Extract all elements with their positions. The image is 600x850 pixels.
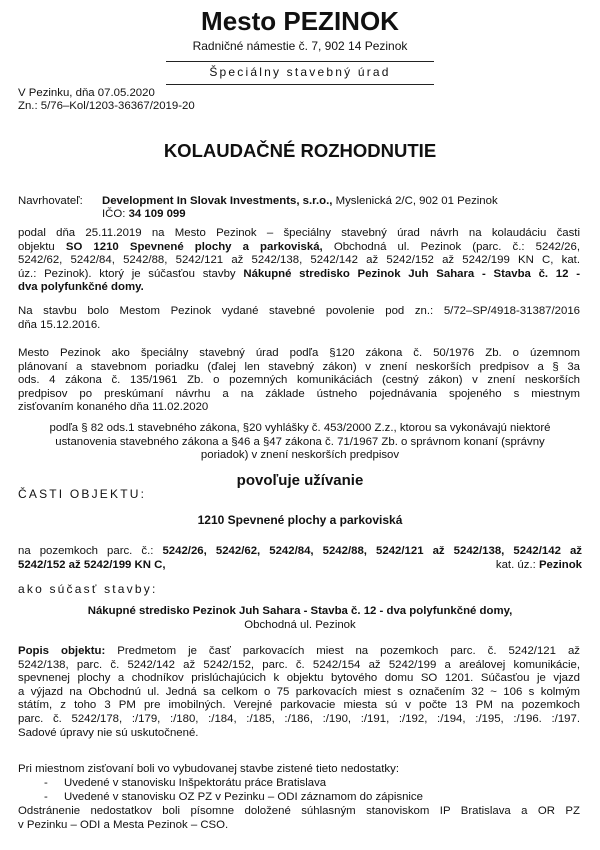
para3-line: zisťovaním konaného dňa 11.02.2020 bbox=[18, 401, 209, 414]
decision-heading: povoľuje užívanie bbox=[236, 472, 364, 489]
defect-item bbox=[44, 791, 48, 805]
description-line: 5242/138, parc. č. 5242/142 až 5242/152, parc. č. 5242/154 až 5242/199 a areálovej komunikácie, bbox=[18, 658, 580, 671]
building-name: Nákupné stredisko Pezinok Juh Sahara - Stavba č. 12 - dva polyfunkčné domy, bbox=[87, 605, 513, 617]
description-line: spevnenej plochy a chodníkov prislúchajúcich k objektu bytového domu SO 1201. Súčasťou je vjazd bbox=[18, 672, 580, 685]
paragraph-proposal bbox=[18, 227, 580, 295]
description-line: státím, z toho 3 PM pre imobilných. Verejné parkovacie miesta sú v počte 13 PM na pozemkoch bbox=[18, 699, 580, 712]
cadastre-label: kat. úz.: bbox=[495, 558, 539, 571]
cadastre-value: Pezinok bbox=[538, 558, 582, 571]
file-number: Zn.: 5/76–Kol/1203-36367/2019-20 bbox=[18, 100, 195, 112]
header-divider-bottom bbox=[166, 84, 434, 85]
description-line: a výjazd na Obchodnú ul. Jedná sa celkom o 75 parkovacích miest s označením 32 ~ 106 s kolmým bbox=[18, 685, 580, 698]
defect-item-text: Uvedené v stanovisku OZ PZ v Pezinku – ODI záznamom do zápisnice bbox=[64, 791, 423, 803]
description-line: Sadové úpravy nie sú uskutočnené. bbox=[18, 726, 199, 739]
part-label: ČASTI OBJEKTU: bbox=[18, 487, 147, 501]
para3-line: plánovaní a stavebnom poriadku (ďalej len stavebný zákon) v znení neskorších predpisov a § 3a bbox=[18, 360, 580, 373]
page-title: Mesto PEZINOK bbox=[201, 6, 399, 36]
city-address: Radničné námestie č. 7, 902 14 Pezinok bbox=[192, 39, 408, 53]
para4-line: ustanovenia stavebného zákona a §46 a §47 zákona č. 71/1967 Zb. o správnom konaní (správny bbox=[55, 435, 545, 448]
defects-outcome bbox=[18, 805, 580, 832]
para1-line: podal dňa 25.11.2019 na Mesto Pezinok – špeciálny stavebný úrad návrh na kolaudáciu časti bbox=[18, 227, 580, 239]
defect-item bbox=[44, 777, 48, 791]
document-title: KOLAUDAČNÉ ROZHODNUTIE bbox=[163, 140, 437, 161]
as-part-label: ako súčasť stavby: bbox=[18, 582, 158, 596]
bullet-marker: - bbox=[44, 777, 48, 789]
para3-line: Mesto Pezinok ako špeciálny stavebný úrad podľa §120 zákona č. 50/1976 Zb. o územnom bbox=[18, 347, 580, 359]
para1-line: 5242/62, 5242/84, 5242/88, 5242/121 až 5242/138, 5242/142 až 5242/152 až 5242/199 KN C, kat. bbox=[18, 254, 580, 267]
ico-label: IČO: bbox=[102, 208, 129, 220]
defect-item-text: Uvedené v stanovisku Inšpektorátu práce Bratislava bbox=[64, 777, 327, 789]
para1-line: dva polyfunkčné domy. bbox=[18, 281, 144, 294]
applicant-ico bbox=[102, 208, 186, 222]
parcels-line: 5242/152 až 5242/199 KN C, kat. úz.: Pezinok bbox=[18, 558, 582, 571]
bullet-marker: - bbox=[44, 791, 48, 803]
para1-line: úz.: Pezinok). ktorý je súčasťou stavby Nákupné stredisko Pezinok Juh Sahara - Stavba č. 12 - bbox=[18, 267, 580, 280]
description-label: Popis objektu: bbox=[18, 645, 106, 657]
object-description bbox=[18, 645, 580, 740]
description-line: parc. č. 5242/178, :/179, :/180, :/184, :/185, :/186, :/190, :/191, :/192, :/194, :/195, :/196. :/197. bbox=[18, 712, 580, 725]
para3-line: predpisov po preskúmaní návrhu a na základe ústneho pojednávania spojeného s miestnym bbox=[18, 387, 580, 400]
defects-intro: Pri miestnom zisťovaní boli vo vybudovanej stavbe zistené tieto nedostatky: bbox=[18, 763, 399, 775]
parcels bbox=[18, 545, 582, 572]
applicant-label: Navrhovateľ: bbox=[18, 195, 83, 207]
para1-line: objektu SO 1210 Spevnené plochy a parkoviská, Obchodná ul. Pezinok (parc. č.: 5242/26, bbox=[18, 240, 580, 253]
description-line: Popis objektu: Predmetom je časť parkovacích miest na pozemkoch parc. č. 5242/121 až bbox=[18, 645, 580, 657]
parcels-line: na pozemkoch parc. č.: 5242/26, 5242/62, 5242/84, 5242/88, 5242/121 až 5242/138, 5242/142 až bbox=[18, 545, 582, 557]
applicant-address: Myslenická 2/C, 902 01 Pezinok bbox=[332, 195, 498, 207]
para2-line: Na stavbu bolo Mestom Pezinok vydané stavebné povolenie pod zn.: 5/72–SP/4918-31387/2016 bbox=[18, 305, 580, 317]
ico-value: 34 109 099 bbox=[128, 208, 186, 220]
part-name: 1210 Spevnené plochy a parkoviská bbox=[197, 513, 403, 527]
paragraph-legal-basis bbox=[18, 422, 582, 463]
paragraph-permit bbox=[18, 305, 580, 332]
header-divider-top bbox=[166, 61, 434, 62]
para4-line: podľa § 82 ods.1 stavebného zákona, §20 vyhlášky č. 453/2000 Z.z., ktorou sa vykonávajú niektoré bbox=[49, 422, 551, 434]
para4-line: poriadok) v znení neskorších predpisov bbox=[200, 449, 400, 462]
applicant-line bbox=[102, 195, 498, 209]
outcome-line: Odstránenie nedostatkov boli písomne doložené súhlasným stanoviskom IP Bratislava a OR PZ bbox=[18, 805, 580, 817]
outcome-line: v Pezinku – ODI a Mesta Pezinok – CSO. bbox=[18, 818, 229, 831]
para2-line: dňa 15.12.2016. bbox=[18, 318, 101, 331]
para3-line: ods. 4 zákona č. 135/1961 Zb. o pozemných komunikáciách (cestný zákon) v znení neskorších bbox=[18, 374, 580, 387]
paragraph-authority bbox=[18, 347, 580, 415]
office-name: Špeciálny stavebný úrad bbox=[209, 65, 391, 79]
applicant-name: Development In Slovak Investments, s.r.o., bbox=[102, 195, 333, 207]
place-date: V Pezinku, dňa 07.05.2020 bbox=[18, 87, 155, 99]
building-street: Obchodná ul. Pezinok bbox=[244, 619, 356, 631]
